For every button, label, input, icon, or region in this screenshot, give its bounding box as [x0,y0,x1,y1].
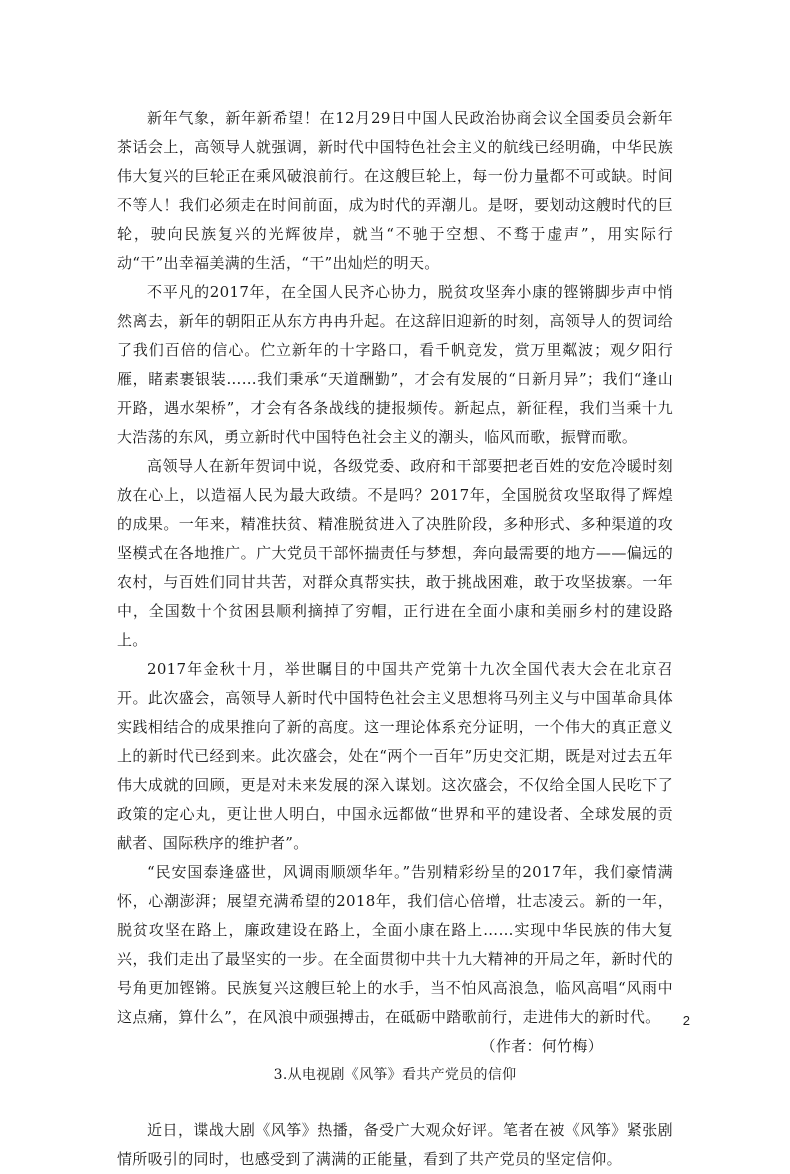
paragraph-nineteenth-congress: 2017年金秋十月，举世瞩目的中国共产党第十九次全国代表大会在北京召开。此次盛会，高领导人新时代中国特色社会主义思想将马列主义与中国革命具体实践相结合的成果推向了新的高度。这一理论体系充分证明，一个伟大的真正意义上的新时代已经到来。此次盛会，处在“两个一百年”历史交汇期，既是对过去五年伟大成就的回顾，更是对未来发展的深入谋划。这次盛会，不仅给全国人民吃下了政策的定心丸，更让世人明白，中国永远都做“世界和平的建设者、全球发展的贡献者、国际秩序的维护者”。 [117,660,673,852]
document-body [117,104,673,1174]
paragraph-extraordinary-2017: 不平凡的2017年，在全国人民齐心协力，脱贫攻坚奔小康的铿锵脚步声中悄然离去，新年的朝阳正从东方冉冉升起。在这辞旧迎新的时刻，高领导人的贺词给了我们百倍的信心。伫立新年的十字路口，看千帆竞发，赏万里粼波；观夕阳行雁，睹素裹银装……我们秉承“天道酬勤”，才会有发展的“日新月异”；我们“逢山开路，遇水架桥”，才会有各条战线的捷报频传。新起点，新征程，我们当乘十九大浩荡的东风，勇立新时代中国特色社会主义的潮头，临风而歌，振臂而歌。 [117,283,673,446]
author-byline: （作者：何竹梅） [480,1037,603,1055]
paragraph-kite-intro: 近日，谍战大剧《风筝》热播，备受广大观众好评。笔者在被《风筝》紧张剧情所吸引的同时，也感受到了满满的正能量，看到了共产党员的坚定信仰。 [117,1121,673,1168]
paragraph-closing: “民安国泰逢盛世，风调雨顺颂华年。”告别精彩纷呈的2017年，我们豪情满怀，心潮澎湃；展望充满希望的2018年，我们信心倍增，壮志凌云。新的一年，脱贫攻坚在路上，廉政建设在路上，全面小康在路上……实现中华民族的伟大复兴，我们走出了最坚实的一步。在全面贯彻中共十九大精神的开局之年，新时代的号角更加铿锵。民族复兴这艘巨轮上的水手，当不怕风高浪急，临风高唱“风雨中这点痛，算什么”，在风浪中顽强搏击，在砥砺中踏歌前行，走进伟大的新时代。 [117,863,673,1026]
page-number: 2 [682,1013,690,1028]
section-heading: 3.从电视剧《风筝》看共产党员的信仰 [273,1067,517,1083]
paragraph-new-year-hope: 新年气象，新年新希望！在12月29日中国人民政治协商会议全国委员会新年茶话会上，高领导人就强调，新时代中国特色社会主义的航线已经明确，中华民族伟大复兴的巨轮正在乘风破浪前行。在这艘巨轮上，每一份力量都不可或缺。时间不等人！我们必须走在时间前面，成为时代的弄潮儿。是呀，要划动这艘时代的巨轮，驶向民族复兴的光辉彼岸，就当“不驰于空想、不骛于虚声”，用实际行动“干”出幸福美满的生活，“干”出灿烂的明天。 [117,109,673,272]
paragraph-new-year-message: 高领导人在新年贺词中说，各级党委、政府和干部要把老百姓的安危冷暖时刻放在心上，以造福人民为最大政绩。不是吗？2017年，全国脱贫攻坚取得了辉煌的成果。一年来，精准扶贫、精准脱贫进入了决胜阶段，多种形式、多种渠道的攻坚模式在各地推广。广大党员干部怀揣责任与梦想，奔向最需要的地方——偏远的农村，与百姓们同甘共苦，对群众真帮实扶，敢于挑战困难，敢于攻坚拔寨。一年中，全国数十个贫困县顺利摘掉了穷帽，正行进在全面小康和美丽乡村的建设路上。 [117,457,673,649]
heading-spacer [117,1090,673,1116]
